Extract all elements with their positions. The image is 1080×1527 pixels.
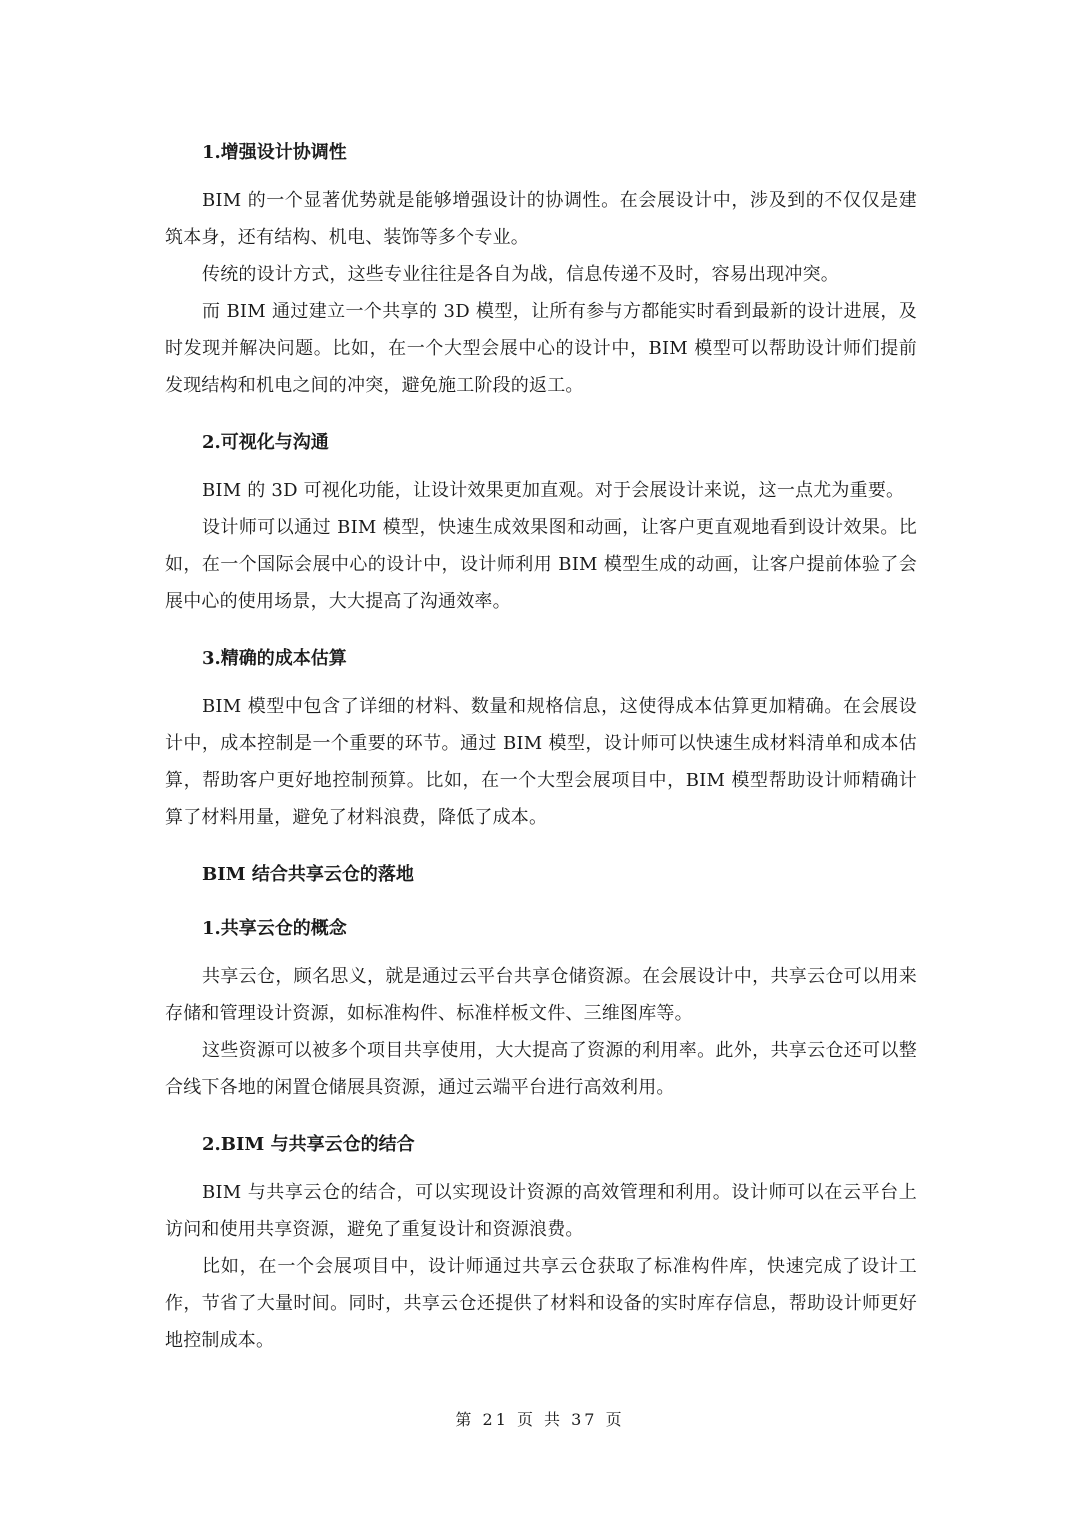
paragraph: 设计师可以通过 BIM 模型，快速生成效果图和动画，让客户更直观地看到设计效果。比如，在一个国际会展中心的设计中，设计师利用 BIM 模型生成的动画，让客户提前体验了会展中心的使用场景，大大提高了沟通效率。	[165, 517, 917, 612]
page-footer: 第 21 页 共 37 页	[455, 1410, 625, 1429]
paragraph: 比如，在一个会展项目中，设计师通过共享云仓获取了标准构件库，快速完成了设计工作，节省了大量时间。同时，共享云仓还提供了材料和设备的实时库存信息，帮助设计师更好地控制成本。	[165, 1256, 917, 1351]
section-heading: 2.BIM 与共享云仓的结合	[202, 1134, 415, 1155]
section-heading: 3.精确的成本估算	[202, 648, 347, 669]
paragraph: 这些资源可以被多个项目共享使用，大大提高了资源的利用率。此外，共享云仓还可以整合线下各地的闲置仓储展具资源，通过云端平台进行高效利用。	[165, 1040, 917, 1098]
document-body	[165, 138, 917, 1359]
section-heading: 1.增强设计协调性	[202, 142, 347, 163]
paragraph: 共享云仓，顾名思义，就是通过云平台共享仓储资源。在会展设计中，共享云仓可以用来存储和管理设计资源，如标准构件、标准样板文件、三维图库等。	[165, 966, 917, 1024]
part-title: BIM 结合共享云仓的落地	[202, 864, 414, 885]
paragraph: BIM 模型中包含了详细的材料、数量和规格信息，这使得成本估算更加精确。在会展设计中，成本控制是一个重要的环节。通过 BIM 模型，设计师可以快速生成材料清单和成本估算，帮助客户更好地控制预算。比如，在一个大型会展项目中，BIM 模型帮助设计师精确计算了材料用量，避免了材料浪费，降低了成本。	[165, 696, 917, 828]
paragraph: 而 BIM 通过建立一个共享的 3D 模型，让所有参与方都能实时看到最新的设计进展，及时发现并解决问题。比如，在一个大型会展中心的设计中，BIM 模型可以帮助设计师们提前发现结构和机电之间的冲突，避免施工阶段的返工。	[165, 301, 917, 396]
paragraph: BIM 与共享云仓的结合，可以实现设计资源的高效管理和利用。设计师可以在云平台上访问和使用共享资源，避免了重复设计和资源浪费。	[165, 1182, 917, 1240]
section-heading: 1.共享云仓的概念	[202, 918, 347, 939]
section-heading: 2.可视化与沟通	[202, 432, 329, 453]
paragraph: BIM 的 3D 可视化功能，让设计效果更加直观。对于会展设计来说，这一点尤为重要。	[202, 480, 905, 501]
paragraph: BIM 的一个显著优势就是能够增强设计的协调性。在会展设计中，涉及到的不仅仅是建筑本身，还有结构、机电、装饰等多个专业。	[165, 190, 917, 248]
paragraph: 传统的设计方式，这些专业往往是各自为战，信息传递不及时，容易出现冲突。	[202, 264, 839, 285]
